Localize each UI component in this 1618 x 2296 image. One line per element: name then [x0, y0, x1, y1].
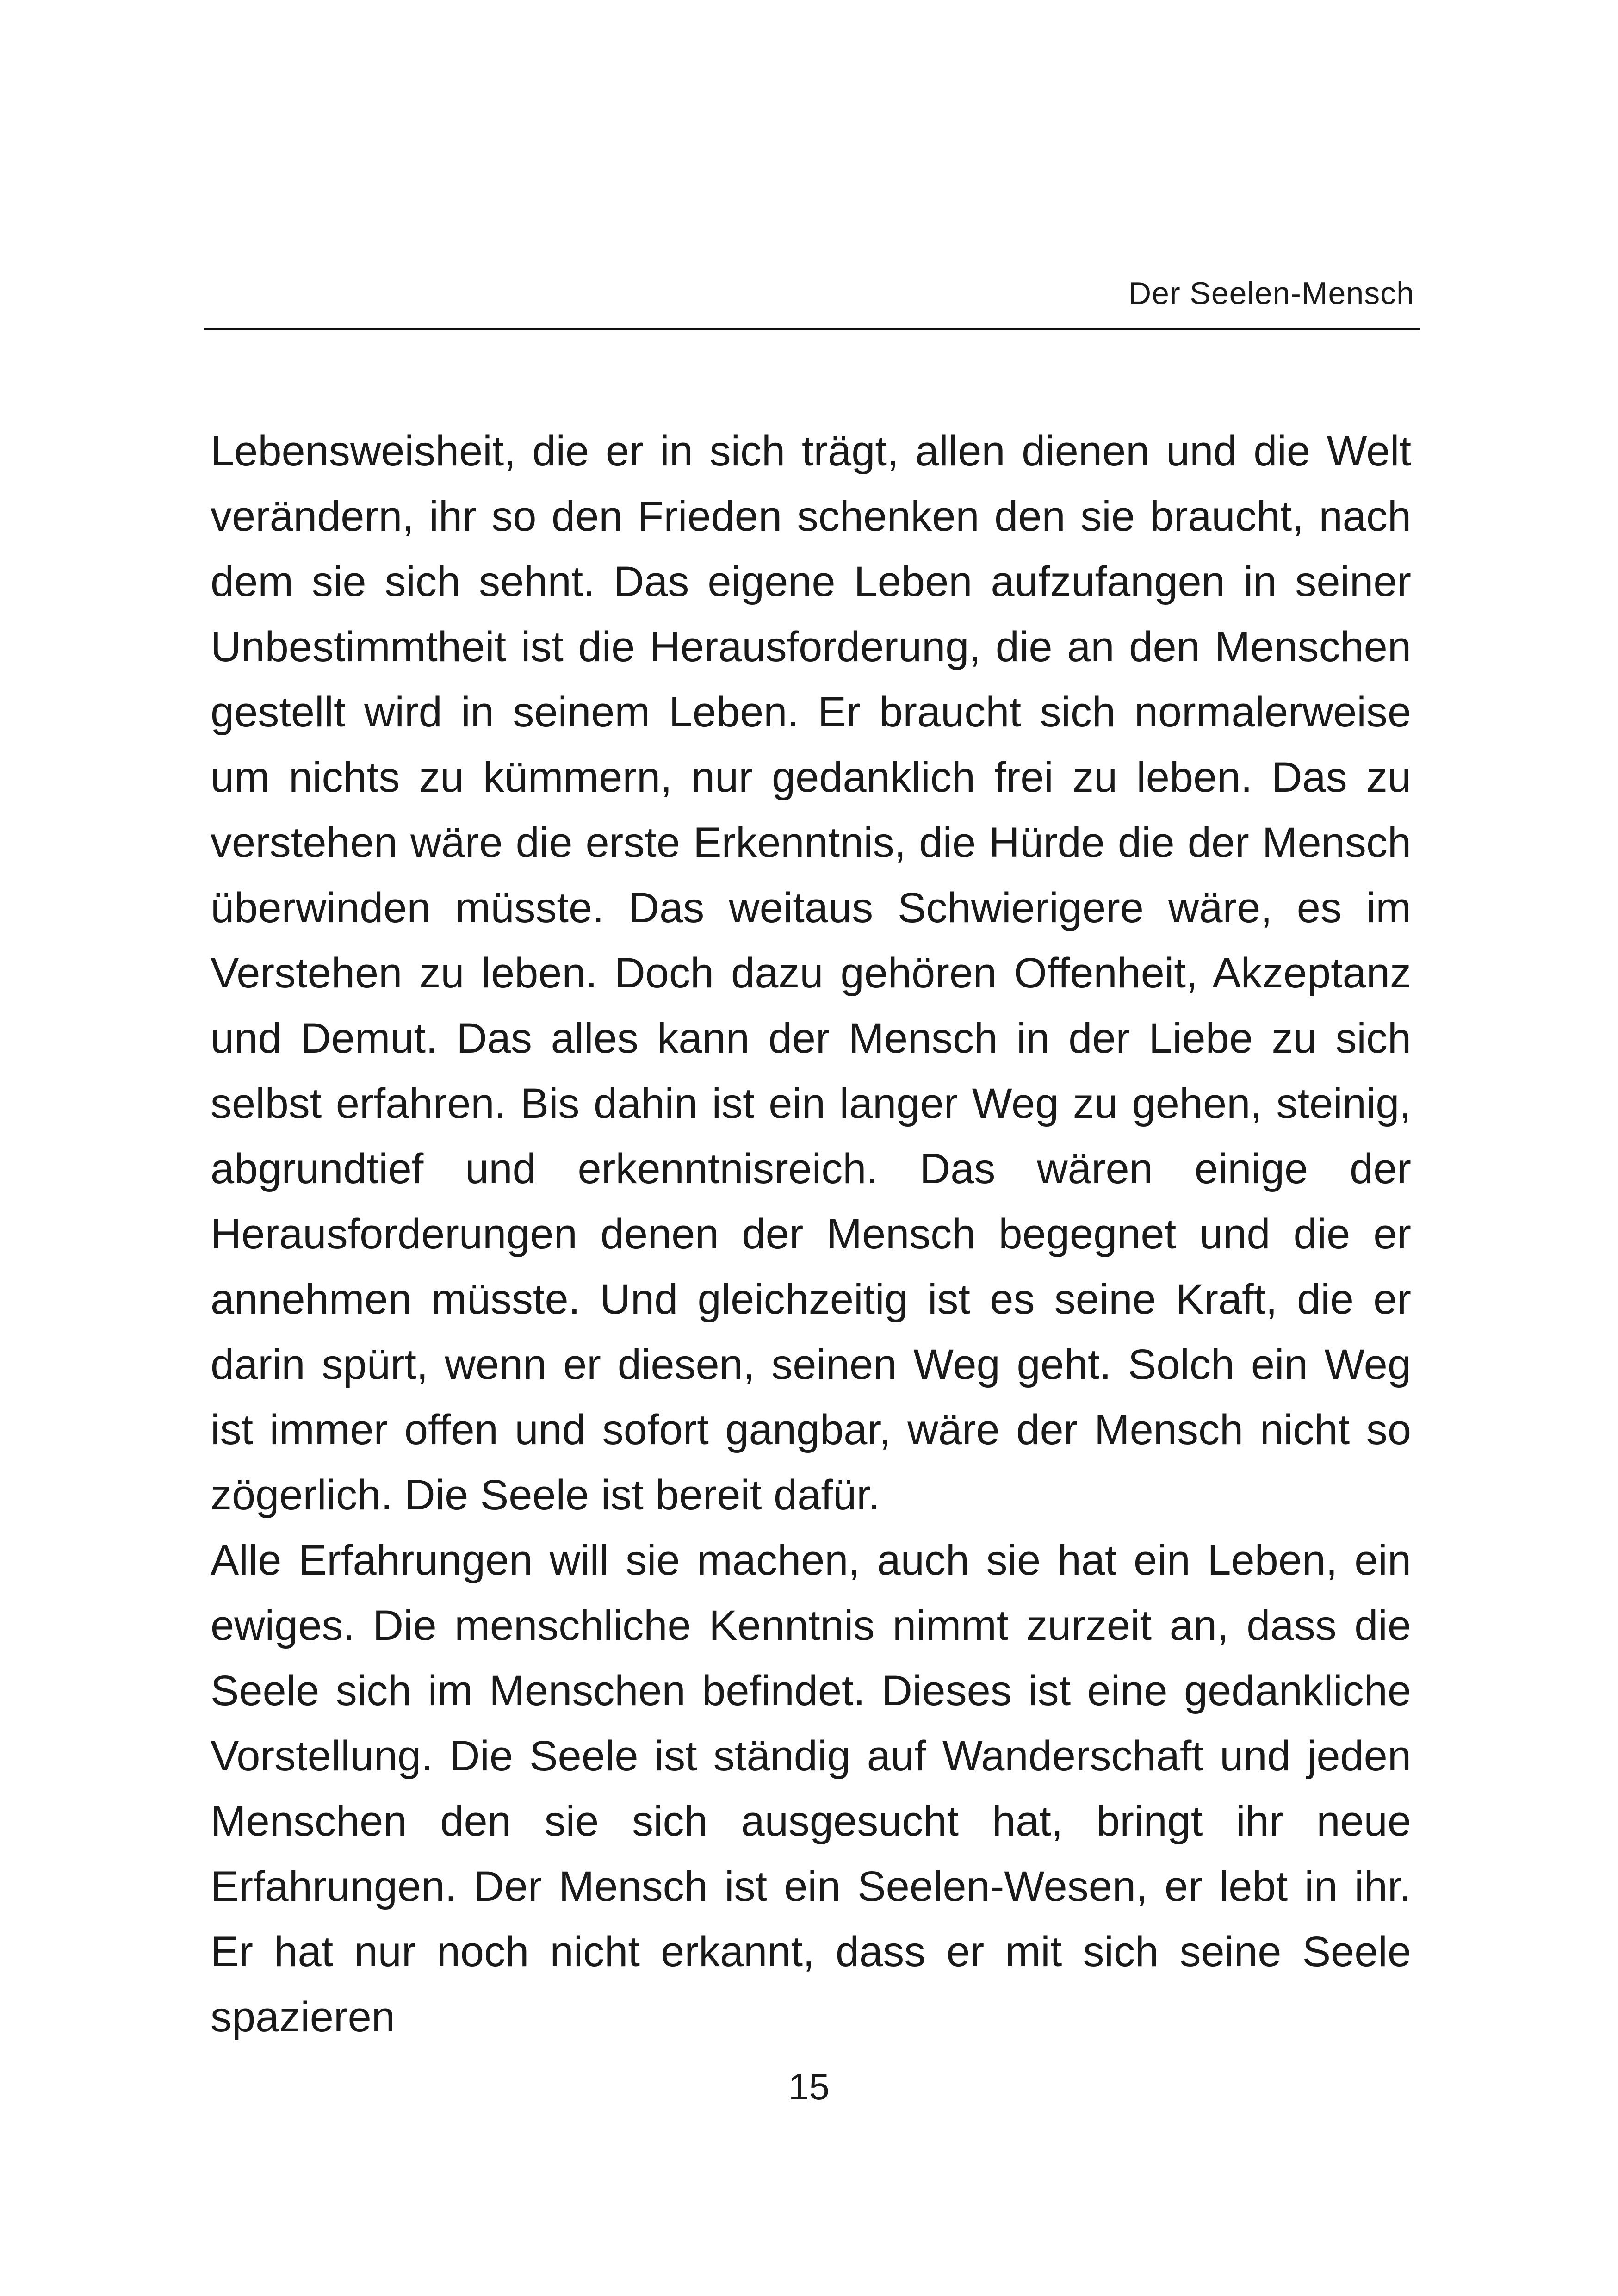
running-header-title: Der Seelen-Mensch: [1128, 276, 1414, 311]
paragraph-2: Alle Erfahrungen will sie machen, auch sie hat ein Leben, ein ewiges. Die menschliche Kenntnis nimmt zurzeit an, dass die Seele sich im Menschen befindet. Dieses ist eine gedankliche Vorstellung. Die Seele ist ständig auf Wanderschaft und jeden Menschen den sie sich ausgesucht hat, bringt ihr neue Erfahrungen. Der Mensch ist ein Seelen-Wesen, er lebt in ihr. Er hat nur noch nicht erkannt, dass er mit sich seine Seele spazieren: [211, 1537, 1411, 2041]
page-number: 15: [788, 2066, 830, 2107]
header-divider: [204, 328, 1420, 330]
paragraph-1: Lebensweisheit, die er in sich trägt, allen dienen und die Welt verändern, ihr so den Frieden schenken den sie braucht, nach dem sie sich sehnt. Das eigene Leben aufzufangen in seiner Unbestimmtheit ist die Herausforderung, die an den Menschen gestellt wird in seinem Leben. Er braucht sich normalerweise um nichts zu kümmern, nur gedanklich frei zu leben. Das zu verstehen wäre die erste Erkenntnis, die Hürde die der Mensch überwinden müsste. Das weitaus Schwierigere wäre, es im Verstehen zu leben. Doch dazu gehören Offenheit, Akzeptanz und Demut. Das alles kann der Mensch in der Liebe zu sich selbst erfahren. Bis dahin ist ein langer Weg zu gehen, steinig, abgrundtief und erkenntnisreich. Das wären einige der Herausforderungen denen der Mensch begegnet und die er annehmen müsste. Und gleichzeitig ist es seine Kraft, die er darin spürt, wenn er diesen, seinen Weg geht. Solch ein Weg ist immer offen und sofort gangbar, wäre der Mensch nicht so zögerlich. Die Seele ist bereit dafür.: [211, 428, 1411, 1519]
body-text: [211, 419, 1411, 2050]
